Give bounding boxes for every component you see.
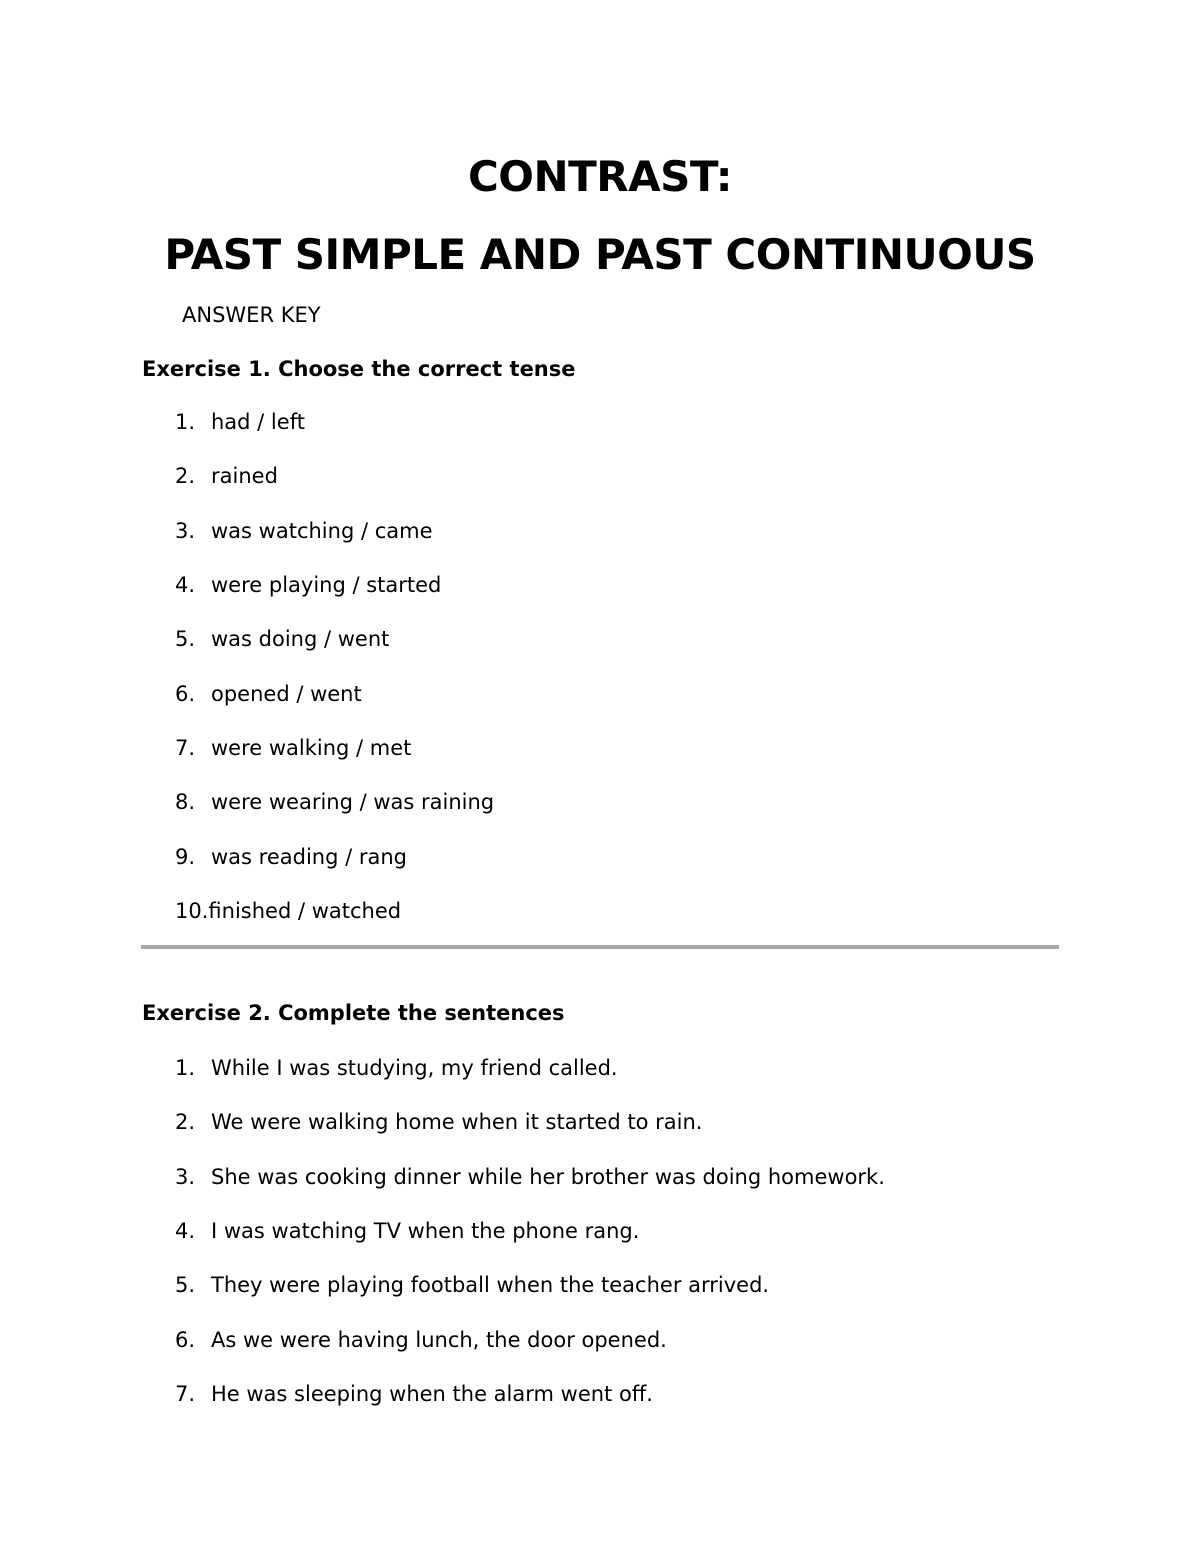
list-item <box>175 898 401 924</box>
item-number: 5. <box>175 627 196 651</box>
item-number: 6. <box>175 1328 196 1352</box>
item-number: 7. <box>175 736 196 760</box>
item-text: had / left <box>211 410 305 434</box>
list-item <box>175 518 432 544</box>
item-number: 3. <box>175 519 196 543</box>
list-item <box>175 1164 885 1190</box>
item-number: 6. <box>175 682 196 706</box>
item-number: 1. <box>175 1056 196 1080</box>
item-number: 2. <box>175 1110 196 1134</box>
item-number: 8. <box>175 790 196 814</box>
item-number: 4. <box>175 1219 196 1243</box>
exercise-1-heading: Exercise 1. Choose the correct tense <box>142 357 576 381</box>
list-item <box>175 844 407 870</box>
answer-key-label: ANSWER KEY <box>182 303 321 327</box>
item-text: She was cooking dinner while her brother was doing homework. <box>211 1165 885 1189</box>
item-text: opened / went <box>211 682 362 706</box>
list-item <box>175 409 305 435</box>
item-text: were walking / met <box>211 736 412 760</box>
list-item <box>175 1109 702 1135</box>
item-number: 7. <box>175 1382 196 1406</box>
item-text: were wearing / was raining <box>211 790 495 814</box>
item-number: 5. <box>175 1273 196 1297</box>
title-line-2: PAST SIMPLE AND PAST CONTINUOUS <box>164 230 1036 279</box>
list-item <box>175 735 411 761</box>
list-item <box>175 789 494 815</box>
list-item <box>175 681 362 707</box>
item-text: I was watching TV when the phone rang. <box>211 1219 640 1243</box>
item-text: were playing / started <box>211 573 442 597</box>
item-text: was watching / came <box>211 519 433 543</box>
item-text: As we were having lunch, the door opened. <box>211 1328 667 1352</box>
item-text: finished / watched <box>208 899 402 923</box>
title-line-1: CONTRAST: <box>467 152 733 201</box>
exercise-2-heading: Exercise 2. Complete the sentences <box>142 1001 565 1025</box>
item-text: We were walking home when it started to rain. <box>211 1110 703 1134</box>
list-item <box>175 572 441 598</box>
item-number: 1. <box>175 410 196 434</box>
list-item <box>175 626 389 652</box>
list-item <box>175 1327 667 1353</box>
list-item <box>175 1381 653 1407</box>
item-text: They were playing football when the teacher arrived. <box>211 1273 770 1297</box>
list-item <box>175 463 278 489</box>
item-number: 2. <box>175 464 196 488</box>
item-number: 9. <box>175 845 196 869</box>
list-item <box>175 1272 769 1298</box>
item-text: While I was studying, my friend called. <box>211 1056 618 1080</box>
item-text: He was sleeping when the alarm went off. <box>211 1382 653 1406</box>
item-text: was reading / rang <box>211 845 407 869</box>
item-text: rained <box>211 464 278 488</box>
section-divider <box>141 945 1059 949</box>
item-number: 10. <box>175 899 209 923</box>
item-number: 3. <box>175 1165 196 1189</box>
list-item <box>175 1055 618 1081</box>
list-item <box>175 1218 639 1244</box>
item-text: was doing / went <box>211 627 390 651</box>
item-number: 4. <box>175 573 196 597</box>
